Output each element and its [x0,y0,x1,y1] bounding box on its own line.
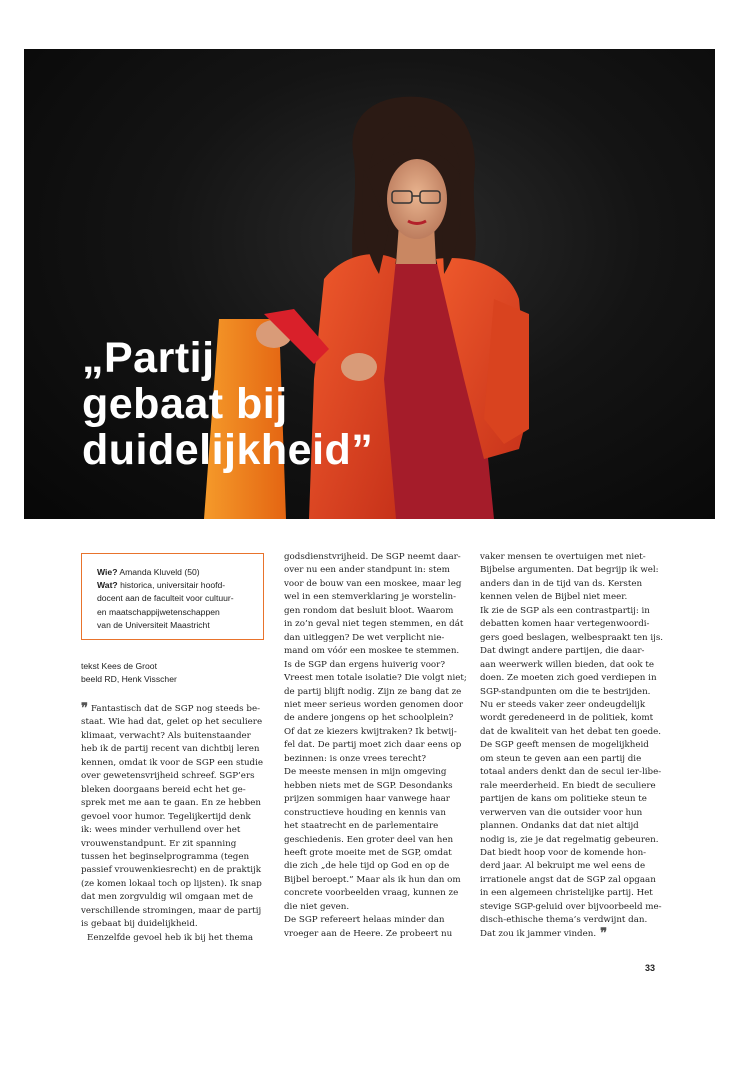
text-line: passief vrouwenkiesrecht) en de praktijk [81,865,261,876]
text-line: Bijbel beroept.” Maar als ik hun dan om [284,874,461,885]
text-line: anders dan in de tijd van ds. Kersten [480,578,643,589]
text-line: om steun te geven aan een partij die [480,753,642,764]
paragraph [474,605,664,740]
text-line: nodig is, zie je dat regelmatig gebeuren. [480,834,659,845]
article-column-1 [81,700,267,945]
text-line: geschiedenis. Een groter deel van hen [284,834,454,845]
text-line: SGP-standpunten om die te bestrijden. [480,686,651,697]
text-line: Dat dwingt andere partijen, die daar- [480,646,645,657]
text-line: De SGP geeft mensen de mogelijkheid [480,740,649,751]
credit-text: tekst Kees de Groot [81,661,157,671]
hero-photo [24,49,715,519]
text-line: fel dat. De partij moet zich daar eens op [284,740,462,751]
text-line: verschillende stromingen, maar de partij [81,905,262,916]
text-line: gevoel voor humor. Tegelijkertijd denk [81,811,251,822]
text-line: het staatrecht en de parlementaire [284,821,439,832]
text-line: staat. Wie had dat, gelet op het seculiere [81,717,263,728]
text-line: Fantastisch dat de SGP nog steeds be- [91,704,261,714]
credits [81,660,271,686]
paragraph [278,551,464,659]
text-line: (ze komen lokaal toch op lijsten). Ik snap [81,878,262,889]
paragraph [81,932,267,945]
text-line: is gebaat bij duidelijkheid. [81,919,198,930]
article-column-3 [474,551,664,941]
text-line: rale meerderheid. En biedt de seculiere [480,780,656,791]
text-line: derd jaar. Al bekruipt me wel eens de [480,861,646,872]
info-who-label: Wie? [97,567,118,577]
text-line: mand om vóór een moskee te stemmen. [284,646,460,657]
text-line: bezinnen: is onze vrees terecht? [284,753,427,764]
headline-line-3: duidelijkheid” [82,426,374,474]
info-who-value: Amanda Kluveld (50) [119,567,200,577]
article-column-2 [278,551,467,941]
paragraph [81,700,267,932]
info-what-line: en maatschappijwetenschappen [97,606,220,617]
text-line: gers goed beslagen, welbespraakt ten ijs. [480,632,664,643]
text-line: godsdienstvrijheid. De SGP neemt daar- [284,552,461,562]
text-line: ik: wees minder verhullend over het [81,825,241,836]
info-what-line: historica, universitair hoofd- [120,580,226,591]
text-line: irrationele angst dat de SGP zal opgaan [480,874,656,885]
text-line: Dat zou ik jammer vinden. ❞ [480,924,608,940]
text-line: constructieve houding en kennis van [284,807,446,818]
text-line: wel in een stemverklaring je worstelin- [284,592,457,603]
text-line: tussen het beginselprogramma (tegen [81,851,250,862]
text-line: Of dat ze kiezers kwijtraken? Ik betwij- [284,726,457,737]
text-line: vaker mensen te overtuigen met niet- [480,552,646,562]
text-line: die niet geven. [284,901,350,912]
quote-open-icon: ❞ [81,700,88,715]
page-number: 33 [645,963,656,973]
text-line: plannen. Ondanks dat dat niet altijd [480,821,639,832]
text-line: stevige SGP-geluid over bijvoorbeeld me- [480,901,662,912]
text-line: De SGP refereert helaas minder dan [284,915,445,926]
text-line: De meeste mensen in mijn omgeving [284,767,447,778]
text-line: doen. Ze moeten zich goed verdiepen in [480,673,657,684]
headline [82,335,373,473]
text-line: prijzen sommigen haar vanwege haar [284,794,450,805]
text-line: Bijbelse argumenten. Dat begrijp ik wel: [480,565,659,576]
info-who [97,566,263,579]
text-line: in zo’n geval niet tegen stemmen, en dát [284,619,464,630]
text-line: Eenzelfde gevoel heb ik bij het thema [87,932,254,943]
paragraph [278,914,464,941]
text-line: kennen velen de Bijbel niet meer. [480,592,628,603]
info-what-label: Wat? [97,580,118,591]
text-line: verwerven van die outsider voor hun [480,807,643,818]
text-line: partijen de kans om politieke steun te [480,794,647,805]
quote-close-icon: ❞ [600,924,608,940]
info-box [81,553,264,640]
headline-line-2: gebaat bij [82,380,288,428]
text-line: vrouwenstandpunt. Er zit spanning [81,838,237,849]
headline-line-1: „Partij [82,334,215,382]
text-line: vroeger aan de Heere. Ze probeert nu [284,928,453,939]
text-line: hebben niets met de SGP. Desondanks [284,780,453,791]
text-line: Ik zie de SGP als een contrastpartij: in [480,605,650,616]
text-line: over gewetensvrijheid schreef. SGP’ers [81,771,255,782]
info-what-line: van de Universiteit Maastricht [97,619,210,630]
text-line: heb ik de partij recent van dichtbij leren [81,744,260,755]
text-line: in een algemeen christelijke partij. Het [480,888,653,899]
text-line: dat men zorgvuldig wil omgaan met de [81,892,254,903]
text-line: de andere jongens op het schoolplein? [284,713,454,724]
text-line: Is de SGP dan ergens huiverig voor? [284,659,445,670]
paragraph [474,551,660,605]
text-line: wordt geredeneerd in de politiek, komt [480,713,654,724]
text-line: gen rondom dat besluit bloot. Waarom [284,605,454,616]
text-line: niet meer serieus worden genomen door [284,699,464,710]
text-line: debatten komen haar vertegenwoordi- [480,619,650,630]
paragraph [278,659,467,767]
text-line: kennen, omdat ik voor de SGP een studie [81,757,264,768]
text-line: dan uitleggen? De wet verplicht nie- [284,632,445,643]
text-line: die zich „de hele tijd op God en op de [284,861,450,872]
text-line: over nu een ander standpunt in: stem [284,565,450,576]
text-line: bleken doorgaans bereid echt het ge- [81,784,246,795]
text-line: aan weerwerk willen bieden, dat ook te [480,659,655,670]
credit-image: beeld RD, Henk Visscher [81,674,177,685]
text-line: dat de kwaliteit van het debat ten goede. [480,726,662,737]
text-line: Vreest men totale isolatie? Die volgt niet; [284,673,467,684]
text-line: concrete voorbeelden vraag, kunnen ze [284,888,459,899]
text-line: heeft grote moeite met de SGP, omdat [284,847,452,858]
text-line: sprek met me aan te gaan. En ze hebben [81,798,262,809]
text-line: totaal anders denkt dan de secul ier-libe- [480,767,662,778]
text-line: voor de bouw van een moskee, maar leg [284,578,462,589]
info-what [97,579,263,592]
info-what-line: docent aan de faculteit voor cultuur- [97,593,234,604]
text-line: de partij blijft nodig. Zijn ze bang dat ze [284,686,462,697]
text-line: disch-ethische thema’s verdwijnt dan. [480,915,648,926]
text-line: klimaat, verwacht? Als buitenstaander [81,730,251,741]
paragraph [474,739,660,941]
text-line: Nu er steeds vaker zeer ondeugdelijk [480,699,646,710]
paragraph [278,766,464,914]
text-line: Dat biedt hoop voor de komende hon- [480,847,647,858]
